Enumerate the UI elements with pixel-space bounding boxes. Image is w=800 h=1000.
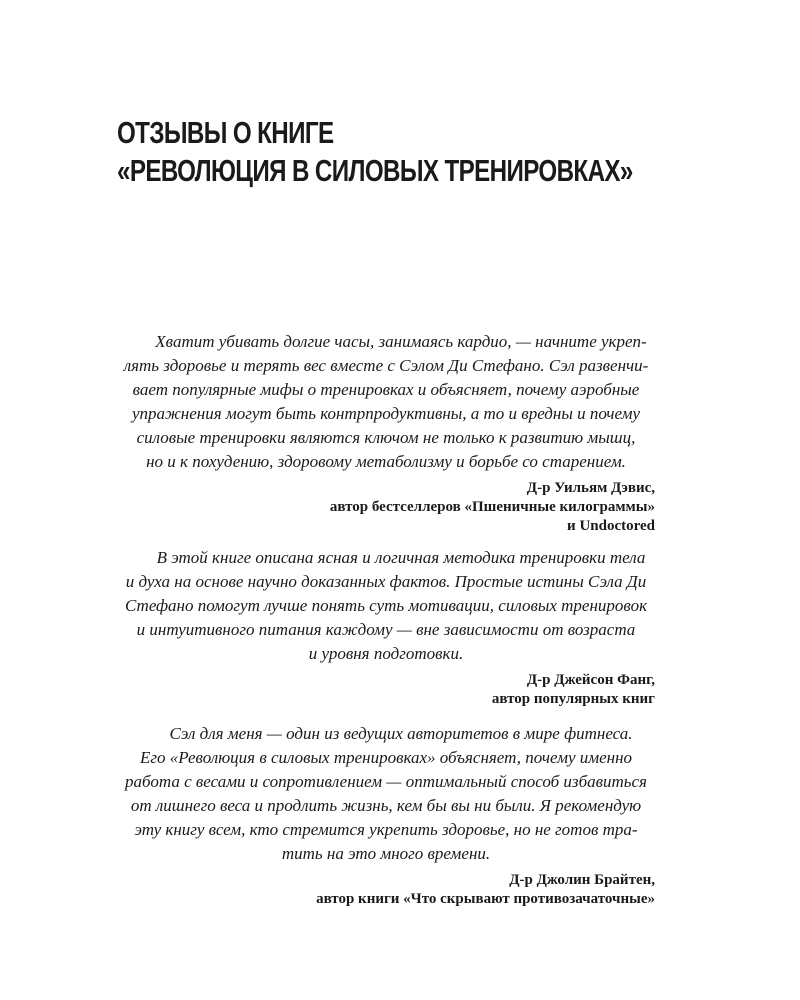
review-brighten (117, 722, 655, 909)
author-credential: автор книги «Что скрывают противозачаточные» (316, 891, 655, 907)
quote-line: но и к похудению, здоровому метаболизму и борьбе со старением. (146, 452, 626, 471)
quote-line: тить на это много времени. (281, 844, 491, 863)
quote-line: силовые тренировки являются ключом не только к развитию мышц, (136, 428, 636, 447)
review-fung (117, 546, 655, 709)
review-davis (117, 330, 655, 536)
quote-line: В этой книге описана ясная и логичная методика тренировки тела (156, 548, 646, 567)
author-credential: автор бестселлеров «Пшеничные килограммы» (329, 499, 655, 515)
review-author (117, 871, 655, 909)
author-credential: автор популярных книг (491, 691, 655, 707)
author-name: Д-р Джейсон Фанг, (526, 672, 655, 688)
review-author (117, 671, 655, 709)
review-author (117, 479, 655, 536)
quote-line: лять здоровье и терять вес вместе с Сэлом Ди Стефано. Сэл развенчи- (123, 356, 649, 375)
page-title-line-2: «РЕВОЛЮЦИЯ В СИЛОВЫХ ТРЕНИРОВКАХ» (117, 153, 633, 188)
page-title-line-1: ОТЗЫВЫ О КНИГЕ (117, 115, 334, 150)
author-name: Д-р Уильям Дэвис, (526, 480, 655, 496)
quote-line: Стефано помогут лучше понять суть мотивации, силовых тренировок (124, 596, 648, 615)
quote-line: упражнения могут быть контрпродуктивны, а то и вредны и почему (131, 404, 641, 423)
quote-line: и интуитивного питания каждому — вне зависимости от возраста (136, 620, 636, 639)
quote-line: Его «Революция в силовых тренировках» объясняет, почему именно (139, 748, 633, 767)
quote-line: Сэл для меня — один из ведущих авторитетов в мире фитнеса. (169, 724, 633, 743)
quote-line: эту книгу всем, кто стремится укрепить здоровье, но не готов тра- (134, 820, 638, 839)
review-quote (117, 546, 655, 666)
page-title (117, 114, 633, 190)
quote-line: от лишнего веса и продлить жизнь, кем бы вы ни были. Я рекомендую (130, 796, 642, 815)
quote-line: Хватит убивать долгие часы, занимаясь кардио, — начните укреп- (155, 332, 647, 351)
quote-line: и уровня подготовки. (308, 644, 464, 663)
author-name: Д-р Джолин Брайтен, (509, 872, 655, 888)
review-quote (117, 722, 655, 866)
review-quote (117, 330, 655, 474)
quote-line: и духа на основе научно доказанных фактов. Простые истины Сэла Ди (125, 572, 647, 591)
quote-line: вает популярные мифы о тренировках и объясняет, почему аэробные (132, 380, 640, 399)
quote-line: работа с весами и сопротивлением — оптимальный способ избавиться (125, 772, 647, 791)
author-credential: и Undoctored (567, 518, 655, 534)
